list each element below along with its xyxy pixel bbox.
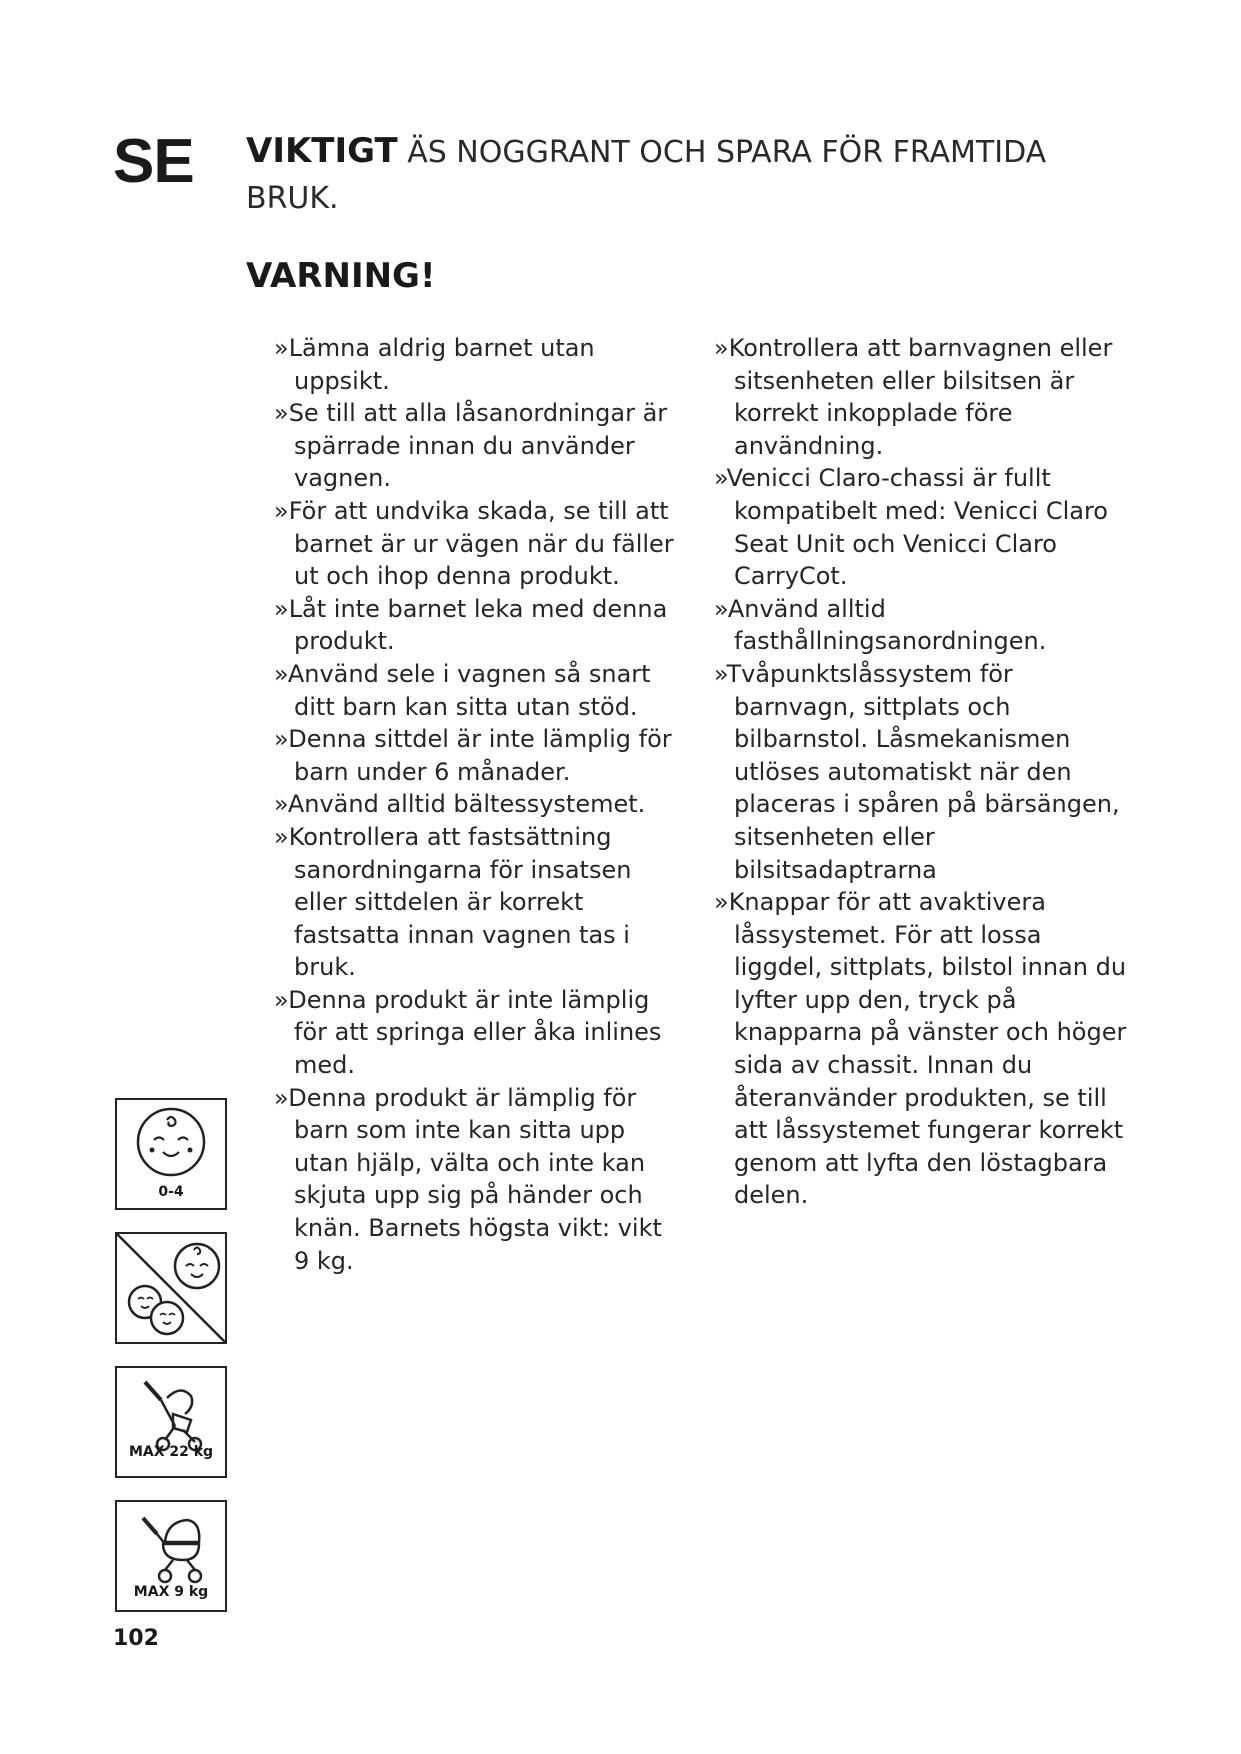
warning-item: » Lämna aldrig barnet utan uppsikt.	[274, 332, 674, 397]
warning-item: » Kontrollera att barnvagnen eller sitsenheten eller bilsitsen är korrekt inkopplade före användning.	[714, 332, 1134, 462]
header-rest: ÄS NOGGRANT OCH SPARA FÖR FRAMTIDA BRUK.	[246, 135, 1047, 216]
page-number: 102	[113, 1626, 159, 1651]
warning-item: » Denna produkt är inte lämplig för att springa eller åka inlines med.	[274, 984, 674, 1082]
age-icon-box	[115, 1098, 227, 1210]
pram-icon-box	[115, 1500, 227, 1612]
header-strong: VIKTIGT	[246, 131, 398, 171]
age-label: 0-4	[158, 1184, 184, 1200]
warning-item: » Använd sele i vagnen så snart ditt barn kan sitta utan stöd.	[274, 658, 674, 723]
warning-list-left	[274, 332, 674, 1277]
warning-item: » Kontrollera att fastsättning sanordningarna för insatsen eller sittdelen är korrekt fastsatta innan vagnen tas i bruk.	[274, 821, 674, 984]
stroller-icon-box	[115, 1366, 227, 1478]
pram-max-label: MAX 9 kg	[133, 1584, 209, 1600]
warning-list-right	[714, 332, 1134, 1212]
stroller-max-label: MAX 22 kg	[128, 1444, 214, 1460]
no-twins-icon-box	[115, 1232, 227, 1344]
warning-item: » För att undvika skada, se till att barnet är ur vägen när du fäller ut och ihop denna produkt.	[274, 495, 674, 593]
warning-item: » Denna produkt är lämplig för barn som inte kan sitta upp utan hjälp, välta och inte kan skjuta upp sig på händer och knän. Barnets högsta vikt: vikt 9 kg.	[274, 1082, 674, 1278]
warning-item: » Venicci Claro-chassi är fullt kompatibelt med: Venicci Claro Seat Unit och Venicci Claro CarryCot.	[714, 462, 1134, 592]
warning-item: » Använd alltid fasthållningsanordningen.	[714, 593, 1134, 658]
language-code: SE	[113, 127, 194, 196]
header-title	[246, 128, 1116, 222]
warning-item: » Denna sittdel är inte lämplig för barn under 6 månader.	[274, 723, 674, 788]
no-twins-icon	[117, 1234, 225, 1342]
warning-item: » Använd alltid bältessystemet.	[274, 788, 674, 821]
warning-title: VARNING!	[246, 256, 436, 296]
warning-item: » Se till att alla låsanordningar är spärrade innan du använder vagnen.	[274, 397, 674, 495]
warning-item: » Knappar för att avaktivera låssystemet. För att lossa liggdel, sittplats, bilstol innan du lyfter upp den, tryck på knapparna på vänster och höger sida av chassit. Innan du återanvänder produkten, se till att låssystemet fungerar korrekt genom att lyfta den löstagbara delen.	[714, 886, 1134, 1212]
warning-item: » Låt inte barnet leka med denna produkt.	[274, 593, 674, 658]
warning-item: » Tvåpunktslåssystem för barnvagn, sittplats och bilbarnstol. Låsmekanismen utlöses automatiskt när den placeras i spåren på bärsängen, sitsenheten eller bilsitsadaptrarna	[714, 658, 1134, 886]
